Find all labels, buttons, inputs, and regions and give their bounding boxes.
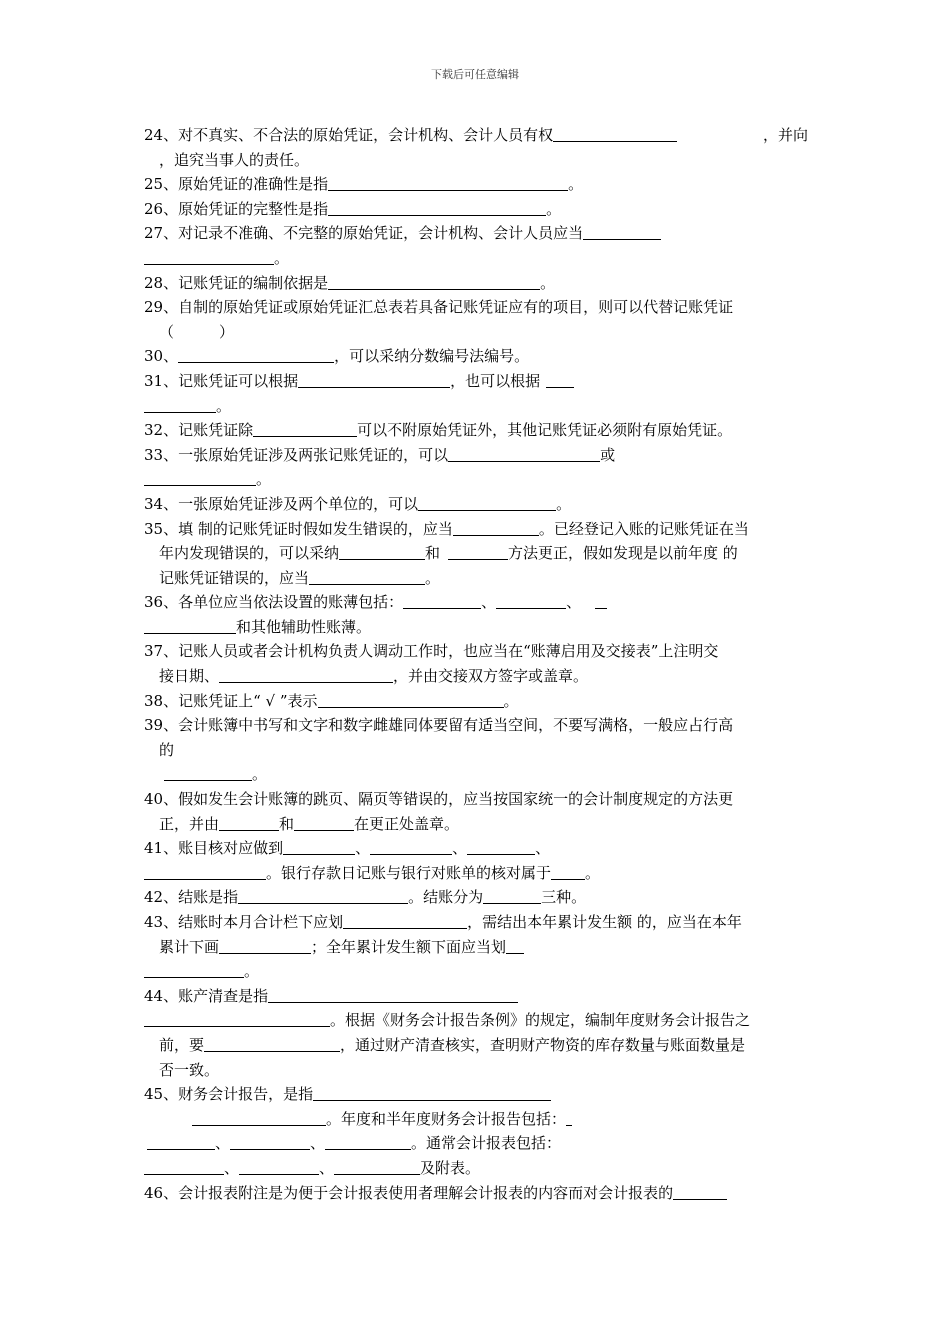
answer-blank[interactable] [551,863,585,880]
answer-blank[interactable] [313,1084,551,1101]
question-43: 43、结账时本月合计栏下应划 ，需结出本年累计发生额 的，应当在本年 [144,913,742,931]
question-45-cont: 。年度和半年度财务会计报告包括： [144,1107,808,1132]
answer-blank[interactable] [448,445,600,462]
page-header: 下载后可任意编辑 [431,68,519,81]
answer-blank[interactable] [178,346,334,363]
answer-blank[interactable] [144,1010,330,1027]
answer-blank[interactable] [673,1183,727,1200]
answer-blank[interactable] [583,223,661,240]
question-45-cont2: 、 、 。通常会计报表包括： [144,1131,808,1156]
question-40-cont: 正，并由 和 在更正处盖章。 [159,814,460,833]
answer-blank[interactable] [343,912,467,929]
question-24-cont: ，追究当事人的责任。 [159,150,310,169]
question-35-cont: 年内发现错误的，可以采纳 和 方法更正，假如发现是以前年度 的 [159,544,738,563]
question-44-cont: 。根据《财务会计报告条例》的规定，编制年度财务会计报告之 [144,1008,808,1033]
question-41-cont: 。银行存款日记账与银行对账单的核对属于 。 [144,861,808,886]
answer-blank[interactable] [144,863,266,880]
question-28: 28、记账凭证的编制依据是 。 [144,273,556,292]
answer-blank[interactable] [268,986,518,1003]
question-35-cont2: 记账凭证错误的，应当 。 [159,568,441,587]
answer-blank[interactable] [230,1133,310,1150]
answer-blank[interactable] [325,1133,411,1150]
question-34: 34、一张原始凭证涉及两个单位的，可以 。 [144,494,572,513]
question-43-cont: 累计下画 ；全年累计发生额下面应当划 [144,935,808,960]
answer-blank[interactable] [418,494,556,511]
question-list [144,123,808,1205]
answer-blank[interactable] [144,617,236,634]
answer-blank[interactable] [309,568,425,585]
question-36: 36、各单位应当依法设置的账薄包括： 、 、 [144,590,808,615]
question-33-cont: 。 [144,467,808,492]
question-39-cont: 的 [159,740,175,759]
answer-blank[interactable] [328,199,546,216]
answer-blank[interactable] [147,1133,215,1150]
answer-blank[interactable] [204,1035,340,1052]
question-31: 31、记账凭证可以根据 ，也可以根据 [144,369,808,394]
answer-blank[interactable] [546,371,574,388]
answer-blank[interactable] [506,937,524,954]
question-44-cont2: 前，要 ，通过财产清查核实，查明财产物资的库存数量与账面数量是 [159,1035,746,1054]
question-27-cont: 。 [144,246,808,271]
answer-blank[interactable] [144,396,216,413]
question-40: 40、假如发生会计账簿的跳页、隔页等错误的，应当按国家统一的会计制度规定的方法更 [144,790,734,809]
question-24: 24、对不真实、不合法的原始凭证，会计机构、会计人员有权 ，并向 [144,126,808,144]
answer-blank[interactable] [553,125,677,142]
answer-blank[interactable] [192,1109,326,1126]
answer-blank[interactable] [453,519,539,536]
answer-blank[interactable] [144,469,256,486]
answer-blank[interactable] [448,543,508,560]
answer-blank[interactable] [334,1158,420,1175]
answer-blank[interactable] [294,814,354,831]
answer-blank[interactable] [219,937,311,954]
question-45: 45、财务会计报告，是指 [144,1082,808,1107]
question-25: 25、原始凭证的准确性是指 。 [144,175,584,194]
question-32: 32、记账凭证除 可以不附原始凭证外，其他记账凭证必须附有原始凭证。 [144,421,733,440]
question-45-cont3: 、 、 及附表。 [144,1156,808,1181]
answer-blank[interactable] [253,420,357,437]
answer-blank[interactable] [238,887,408,904]
answer-blank[interactable] [403,592,481,609]
question-39: 39、会计账簿中书写和文字和数字雌雄同体要留有适当空间，不要写满格，一般应占行高 [144,716,734,735]
answer-blank[interactable] [467,838,535,855]
answer-blank[interactable] [219,666,393,683]
question-29-cont: （ ） [159,322,235,341]
question-44: 44、账产清查是指 [144,984,808,1009]
question-30: 30、 ，可以采纳分数编号法编号。 [144,347,530,366]
answer-blank[interactable] [164,764,252,781]
question-43-cont2: 。 [144,959,808,984]
question-36-cont: 和其他辅助性账薄。 [144,615,808,640]
question-31-cont: 。 [144,394,808,419]
question-37-cont: 接日期、 ，并由交接双方签字或盖章。 [159,667,589,686]
answer-blank[interactable] [283,838,355,855]
answer-blank[interactable] [144,1158,224,1175]
answer-blank[interactable] [595,592,607,609]
question-44-cont3: 否一致。 [159,1060,220,1079]
answer-blank[interactable] [298,371,450,388]
question-26: 26、原始凭证的完整性是指 。 [144,199,562,218]
answer-blank[interactable] [328,273,540,290]
answer-blank[interactable] [370,838,452,855]
question-27: 27、对记录不准确、不完整的原始凭证，会计机构、会计人员应当 [144,221,808,246]
question-35: 35、填 制的记账凭证时假如发生错误的，应当 。已经登记入账的记账凭证在当 [144,519,749,538]
answer-blank[interactable] [483,887,541,904]
answer-blank[interactable] [239,1158,319,1175]
answer-blank[interactable] [318,691,504,708]
question-41: 41、账目核对应做到 、 、 、 [144,839,551,858]
question-42: 42、结账是指 。结账分为 三种。 [144,888,587,907]
answer-blank[interactable] [496,592,566,609]
question-46: 46、会计报表附注是为便于会计报表使用者理解会计报表的内容而对会计报表的 [144,1181,808,1206]
answer-blank[interactable] [566,1109,572,1126]
question-37: 37、记账人员或者会计机构负责人调动工作时，也应当在“账薄启用及交接表”上注明交 [144,642,719,661]
question-29: 29、自制的原始凭证或原始凭证汇总表若具备记账凭证应有的项目，则可以代替记账凭证 [144,298,734,317]
answer-blank[interactable] [144,248,274,265]
question-39-cont2: 。 [144,762,808,787]
answer-blank[interactable] [339,543,425,560]
answer-blank[interactable] [328,174,568,191]
question-38: 38、记账凭证上“ √ ”表示 。 [144,691,519,710]
answer-blank[interactable] [219,814,279,831]
question-33: 33、一张原始凭证涉及两张记账凭证的，可以 或 [144,445,616,464]
answer-blank[interactable] [144,961,244,978]
